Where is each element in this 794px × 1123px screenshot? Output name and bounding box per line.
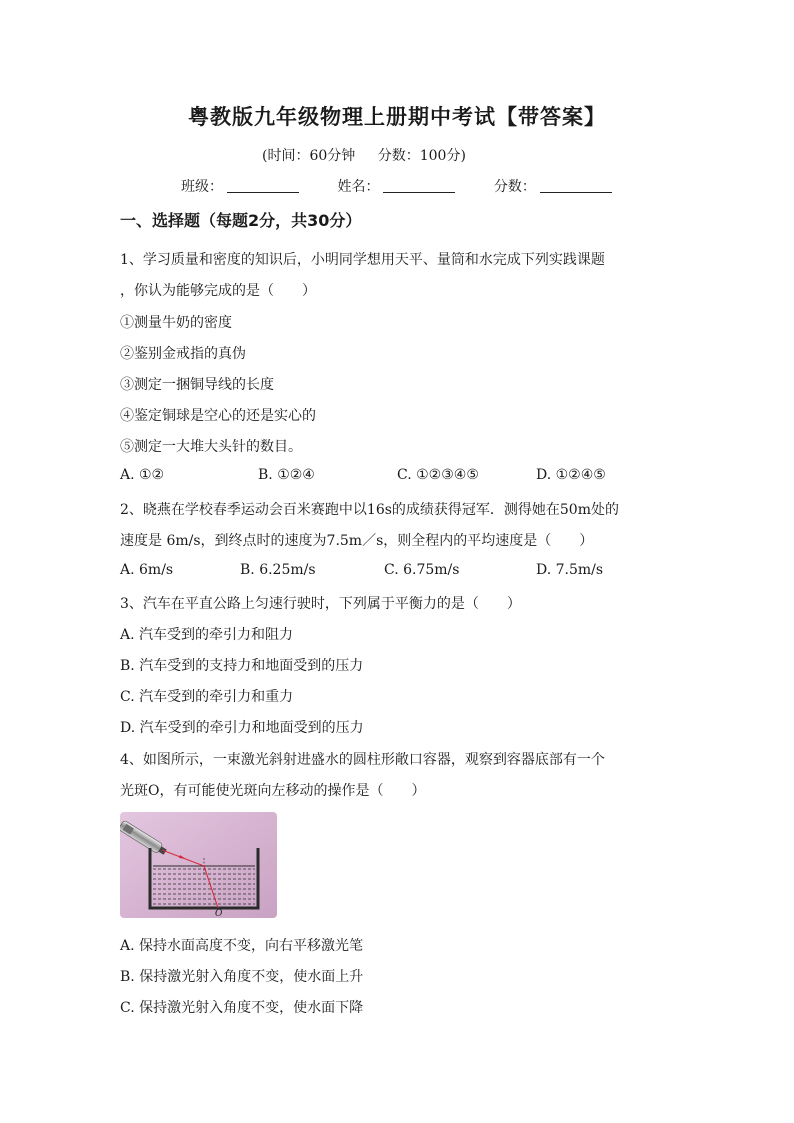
score-label: 分数： [493, 179, 536, 195]
figure-background [120, 812, 277, 918]
score-field [494, 176, 612, 196]
class-label: 班级： [181, 179, 223, 195]
q2-stem-line2: 速度是 6m/s，到终点时的速度为7.5m／s，则全程内的平均速度是（ ） [120, 533, 594, 549]
q4-stem-line1: 4、如图所示，一束激光斜射进盛水的圆柱形敞口容器，观察到容器底部有一个 [120, 752, 605, 768]
score-info: 分数：100分) [377, 148, 466, 164]
class-field [181, 176, 299, 196]
q1-option-a[interactable]: A. ①② [120, 467, 165, 483]
q4-option-c[interactable]: C. 保持激光射入角度不变，使水面下降 [120, 1000, 364, 1016]
q4-option-a[interactable]: A. 保持水面高度不变，向右平移激光笔 [120, 938, 364, 954]
spot-label: O [215, 909, 223, 918]
page-title: 粤教版九年级物理上册期中考试【带答案】 [188, 105, 606, 129]
q1-option-d[interactable]: D. ①②④⑤ [536, 467, 606, 483]
laser-container-figure [120, 812, 277, 918]
q2-option-a[interactable]: A. 6m/s [120, 562, 174, 578]
q1-stem-line1: 1、学习质量和密度的知识后，小明同学想用天平、量筒和水完成下列实践课题 [120, 252, 605, 268]
q1-item: ②鉴别金戒指的真伪 [120, 346, 246, 362]
name-field [337, 176, 455, 196]
q2-option-b[interactable]: B. 6.25m/s [240, 562, 316, 578]
q1-item: ④鉴定铜球是空心的还是实心的 [120, 408, 316, 424]
name-blank[interactable] [383, 178, 455, 193]
time-info: (时间：60分钟 [262, 148, 356, 164]
q3-option-b[interactable]: B. 汽车受到的支持力和地面受到的压力 [120, 658, 364, 674]
section-heading: 一、选择题（每题2分，共30分） [120, 211, 362, 230]
q3-option-a[interactable]: A. 汽车受到的牵引力和阻力 [120, 627, 294, 643]
q1-item: ①测量牛奶的密度 [120, 315, 232, 331]
q4-stem-line2: 光斑O，有可能使光斑向左移动的操作是（ ） [120, 783, 426, 799]
q3-stem: 3、汽车在平直公路上匀速行驶时，下列属于平衡力的是（ ） [120, 596, 521, 612]
q1-item: ⑤测定一大堆大头针的数目。 [120, 439, 302, 455]
q1-item: ③测定一捆铜导线的长度 [120, 377, 274, 393]
q3-option-c[interactable]: C. 汽车受到的牵引力和重力 [120, 689, 294, 705]
q4-option-b[interactable]: B. 保持激光射入角度不变，使水面上升 [120, 969, 364, 985]
exam-meta [262, 145, 484, 165]
q2-option-c[interactable]: C. 6.75m/s [384, 562, 460, 578]
q1-option-b[interactable]: B. ①②④ [258, 467, 315, 483]
score-blank[interactable] [540, 178, 612, 193]
class-blank[interactable] [227, 178, 299, 193]
q2-option-d[interactable]: D. 7.5m/s [536, 562, 604, 578]
q2-stem-line1: 2、晓燕在学校春季运动会百米赛跑中以16s的成绩获得冠军．测得她在50m处的 [120, 502, 619, 518]
q3-option-d[interactable]: D. 汽车受到的牵引力和地面受到的压力 [120, 720, 364, 736]
student-fields [181, 176, 646, 196]
name-label: 姓名： [337, 179, 380, 195]
q1-option-c[interactable]: C. ①②③④⑤ [397, 467, 479, 483]
q1-stem-line2: ，你认为能够完成的是（ ） [120, 283, 316, 299]
